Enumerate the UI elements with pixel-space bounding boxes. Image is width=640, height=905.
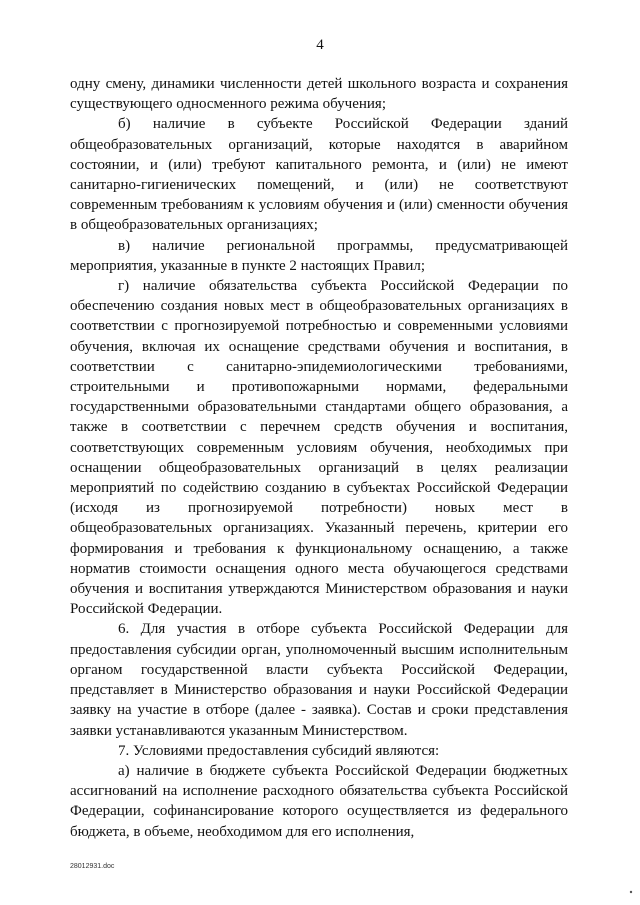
paragraph-b: б) наличие в субъекте Российской Федерации зданий общеобразовательных организаций, которые находятся в аварийном состоянии, и (или) требуют капитального ремонта, и (или) не имеют санитарно-гигиенических помещений, и (или) не соответствуют современным требованиям к условиям обучения и (или) сменности обучения в общеобразовательных организациях;	[70, 116, 568, 234]
paragraph-continuation: одну смену, динамики численности детей школьного возраста и сохранения существующего односменного режима обучения;	[70, 76, 568, 113]
page-number: 4	[316, 37, 324, 53]
paragraph-7a: а) наличие в бюджете субъекта Российской Федерации бюджетных ассигнований на исполнение расходного обязательства субъекта Российской Федерации, софинансирование которого осуществляется из федерального бюджета, в объеме, необходимом для его исполнения,	[70, 762, 568, 840]
paragraph-g: г) наличие обязательства субъекта Российской Федерации по обеспечению создания новых мест в общеобразовательных организациях в соответствии с прогнозируемой потребностью и современными условиями обучения, включая их оснащение средствами обучения и воспитания, в соответствии с санитарно-эпидемиологическими требованиями, строительными и противопожарными нормами, федеральными государственными образовательными стандартами общего образования, а также в соответствии с перечнем средств обучения и воспитания, соответствующих современным условиям обучения, необходимых при оснащении общеобразовательных организаций в целях реализации мероприятий по содействию созданию в субъектах Российской Федерации (исходя из прогнозируемой потребности) новых мест в общеобразовательных организациях. Указанный перечень, критерии его формирования и требования к функциональному оснащению, а также норматив стоимости оснащения одного места обучающегося средствами обучения и воспитания утверждаются Министерством образования и науки Российской Федерации.	[70, 278, 568, 618]
document-body	[70, 74, 568, 842]
paragraph-v: в) наличие региональной программы, предусматривающей мероприятия, указанные в пункте 2 настоящих Правил;	[70, 237, 568, 274]
footer-file-code: 28012931.doc	[70, 863, 115, 870]
paragraph-6: 6. Для участия в отборе субъекта Российской Федерации для предоставления субсидии орган, уполномоченный высшим исполнительным органом государственной власти субъекта Российской Федерации, представляет в Министерство образования и науки Российской Федерации заявку на участие в отборе (далее - заявка). Состав и сроки представления заявки устанавливаются указанным Министерством.	[70, 621, 568, 739]
paragraph-7: 7. Условиями предоставления субсидий являются:	[118, 742, 440, 759]
corner-mark-icon	[628, 889, 634, 895]
